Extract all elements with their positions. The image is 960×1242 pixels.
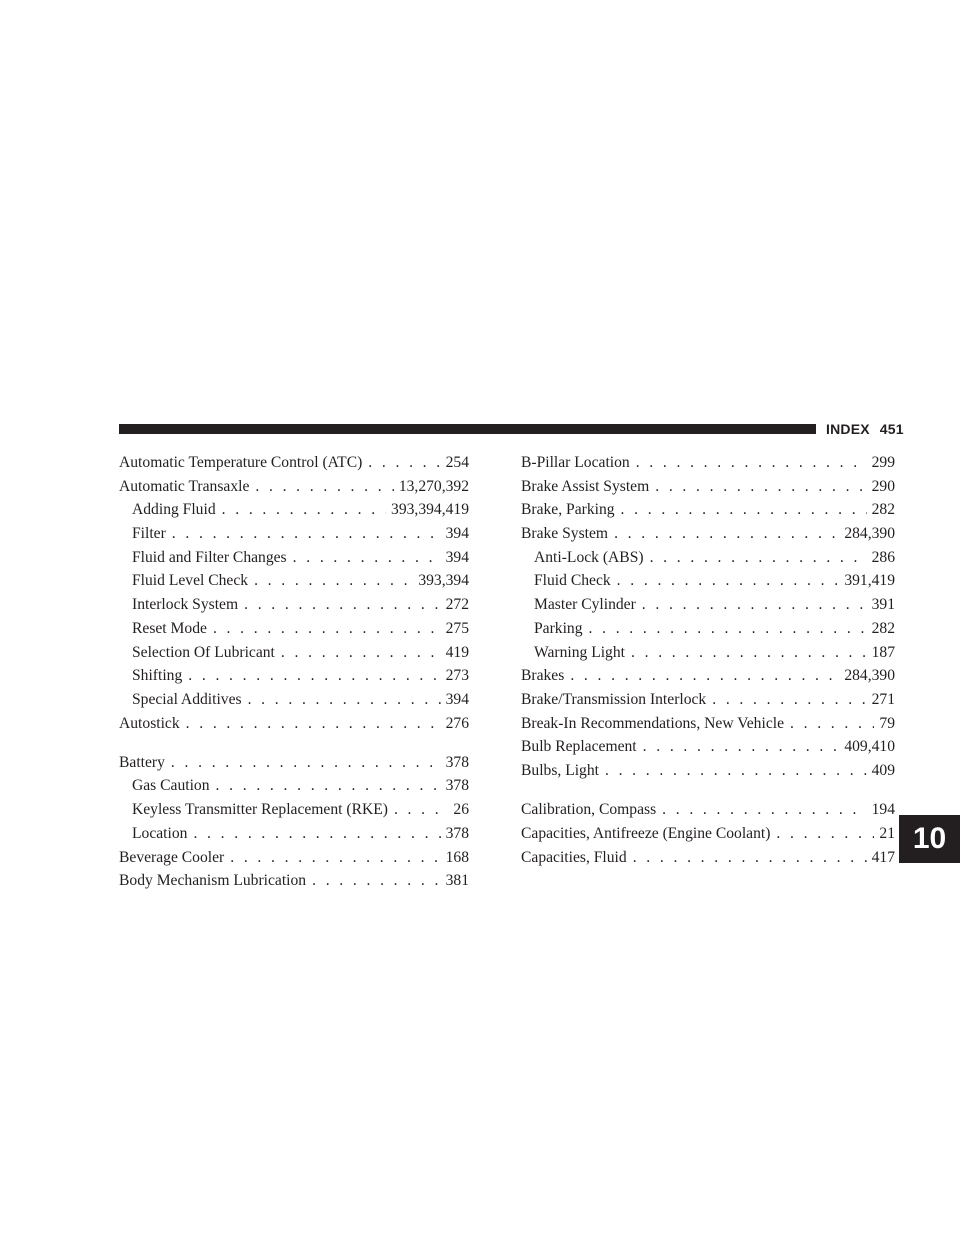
index-entry (521, 522, 895, 546)
entry-page-ref: 254 (445, 454, 469, 471)
entry-page-ref: 286 (871, 548, 895, 566)
running-header (826, 419, 904, 439)
entry-term: Special Additives (132, 690, 242, 708)
index-subentry (119, 774, 469, 798)
index-entry (521, 451, 895, 475)
index-subentry (119, 593, 469, 617)
index-entry (521, 475, 895, 499)
dot-leader (255, 475, 393, 499)
dot-leader (248, 688, 441, 712)
index-subentry (521, 617, 895, 641)
page-number: 451 (879, 421, 904, 437)
entry-page-ref: 271 (871, 690, 895, 708)
entry-term: Fluid Check (534, 572, 611, 590)
entry-term: Fluid Level Check (132, 572, 249, 590)
entry-term: Brakes (521, 667, 565, 685)
index-subentry (119, 822, 469, 846)
dot-leader (312, 869, 441, 893)
index-subentry (119, 522, 469, 546)
entry-term: Shifting (132, 667, 183, 685)
entry-page-ref: 409 (871, 761, 895, 779)
index-subentry (119, 798, 469, 822)
entry-page-ref: 21 (879, 824, 895, 842)
entry-term: Fluid and Filter Changes (132, 548, 287, 566)
dot-leader (186, 712, 441, 736)
dot-leader (621, 498, 867, 522)
entry-page-ref: 391 (871, 596, 895, 614)
dot-leader (655, 475, 866, 499)
index-column-left (119, 451, 469, 893)
entry-page-ref: 290 (871, 477, 895, 495)
dot-leader (636, 451, 867, 475)
entry-term: Automatic Temperature Control (ATC) (119, 454, 363, 471)
dot-leader (254, 569, 413, 593)
entry-term: Warning Light (534, 643, 625, 661)
dot-leader (216, 774, 441, 798)
entry-page-ref: 299 (871, 454, 895, 471)
dot-leader (790, 712, 874, 736)
entry-page-ref: 273 (445, 667, 469, 685)
index-entry (521, 735, 895, 759)
dot-leader (368, 451, 440, 475)
index-entry (521, 688, 895, 712)
index-subentry (119, 569, 469, 593)
entry-term: Brake Assist System (521, 477, 650, 495)
entry-page-ref: 276 (445, 714, 469, 732)
index-entry (521, 759, 895, 783)
index-entry (119, 869, 469, 893)
index-entry (521, 498, 895, 522)
entry-page-ref: 284,390 (844, 667, 895, 685)
dot-leader (712, 688, 866, 712)
entry-term: Calibration, Compass (521, 801, 657, 819)
entry-page-ref: 378 (445, 753, 469, 771)
entry-page-ref: 394 (445, 690, 469, 708)
index-entry (521, 846, 895, 870)
entry-term: Body Mechanism Lubrication (119, 872, 307, 890)
dot-leader (614, 522, 839, 546)
index-entry (521, 664, 895, 688)
entry-term: Bulbs, Light (521, 761, 599, 779)
dot-leader (605, 759, 867, 783)
dot-leader (631, 641, 867, 665)
index-subentry (119, 498, 469, 522)
index-subentry (119, 641, 469, 665)
entry-page-ref: 391,419 (844, 572, 895, 590)
index-column-right (521, 451, 895, 869)
index-subentry (521, 593, 895, 617)
index-subentry (119, 688, 469, 712)
entry-term: Autostick (119, 714, 180, 732)
index-subentry (119, 664, 469, 688)
entry-page-ref: 284,390 (844, 525, 895, 543)
dot-leader (394, 798, 448, 822)
dot-leader (172, 522, 441, 546)
dot-leader (633, 846, 867, 870)
entry-term: Automatic Transaxle (119, 477, 250, 495)
entry-term: Adding Fluid (132, 501, 216, 519)
entry-term: Brake System (521, 525, 609, 543)
entry-page-ref: 393,394 (418, 572, 469, 590)
entry-page-ref: 79 (879, 714, 895, 732)
dot-leader (617, 569, 840, 593)
index-subentry (521, 546, 895, 570)
index-entry (521, 822, 895, 846)
entry-term: Interlock System (132, 596, 239, 614)
dot-leader (188, 664, 440, 688)
entry-term: Parking (534, 619, 583, 637)
header-rule (119, 424, 816, 434)
entry-page-ref: 419 (445, 643, 469, 661)
entry-group-gap (119, 735, 469, 751)
entry-group-gap (521, 783, 895, 799)
index-entry (119, 451, 469, 475)
entry-term: Bulb Replacement (521, 738, 637, 756)
entry-page-ref: 13,270,392 (398, 477, 469, 495)
index-entry (521, 712, 895, 736)
entry-page-ref: 394 (445, 548, 469, 566)
dot-leader (171, 751, 441, 775)
entry-term: Filter (132, 525, 166, 543)
dot-leader (570, 664, 839, 688)
entry-term: Reset Mode (132, 619, 207, 637)
entry-page-ref: 282 (871, 619, 895, 637)
entry-page-ref: 194 (871, 801, 895, 819)
entry-term: Break-In Recommendations, New Vehicle (521, 714, 784, 732)
dot-leader (193, 822, 440, 846)
entry-page-ref: 282 (871, 501, 895, 519)
index-entry (119, 712, 469, 736)
entry-term: Anti-Lock (ABS) (534, 548, 644, 566)
index-entry (119, 846, 469, 870)
entry-page-ref: 409,410 (844, 738, 895, 756)
index-entry (521, 798, 895, 822)
dot-leader (293, 546, 441, 570)
dot-leader (281, 641, 441, 665)
entry-page-ref: 275 (445, 619, 469, 637)
entry-term: Selection Of Lubricant (132, 643, 275, 661)
dot-leader (222, 498, 386, 522)
entry-term: Beverage Cooler (119, 848, 225, 866)
dot-leader (642, 593, 867, 617)
entry-term: Capacities, Fluid (521, 848, 627, 866)
dot-leader (213, 617, 441, 641)
dot-leader (776, 822, 874, 846)
entry-term: Keyless Transmitter Replacement (RKE) (132, 801, 388, 819)
entry-term: B-Pillar Location (521, 454, 630, 471)
entry-page-ref: 272 (445, 596, 469, 614)
entry-page-ref: 394 (445, 525, 469, 543)
entry-term: Master Cylinder (534, 596, 636, 614)
entry-term: Brake, Parking (521, 501, 615, 519)
entry-page-ref: 378 (445, 777, 469, 795)
entry-term: Brake/Transmission Interlock (521, 690, 707, 708)
dot-leader (643, 735, 840, 759)
entry-page-ref: 187 (871, 643, 895, 661)
dot-leader (662, 798, 866, 822)
entry-term: Gas Caution (132, 777, 210, 795)
entry-page-ref: 393,394,419 (391, 501, 469, 519)
index-entry (119, 751, 469, 775)
dot-leader (230, 846, 440, 870)
dot-leader (244, 593, 441, 617)
dot-leader (650, 546, 867, 570)
index-subentry (119, 546, 469, 570)
header-section-label: INDEX (826, 421, 870, 437)
entry-page-ref: 417 (871, 848, 895, 866)
entry-page-ref: 381 (445, 872, 469, 890)
index-subentry (521, 641, 895, 665)
entry-page-ref: 378 (445, 824, 469, 842)
dot-leader (589, 617, 867, 641)
entry-term: Battery (119, 753, 165, 771)
entry-page-ref: 26 (453, 801, 469, 819)
entry-term: Location (132, 824, 188, 842)
index-subentry (119, 617, 469, 641)
index-subentry (521, 569, 895, 593)
entry-term: Capacities, Antifreeze (Engine Coolant) (521, 824, 771, 842)
index-entry (119, 475, 469, 499)
chapter-tab: 10 (899, 815, 960, 863)
entry-page-ref: 168 (445, 848, 469, 866)
